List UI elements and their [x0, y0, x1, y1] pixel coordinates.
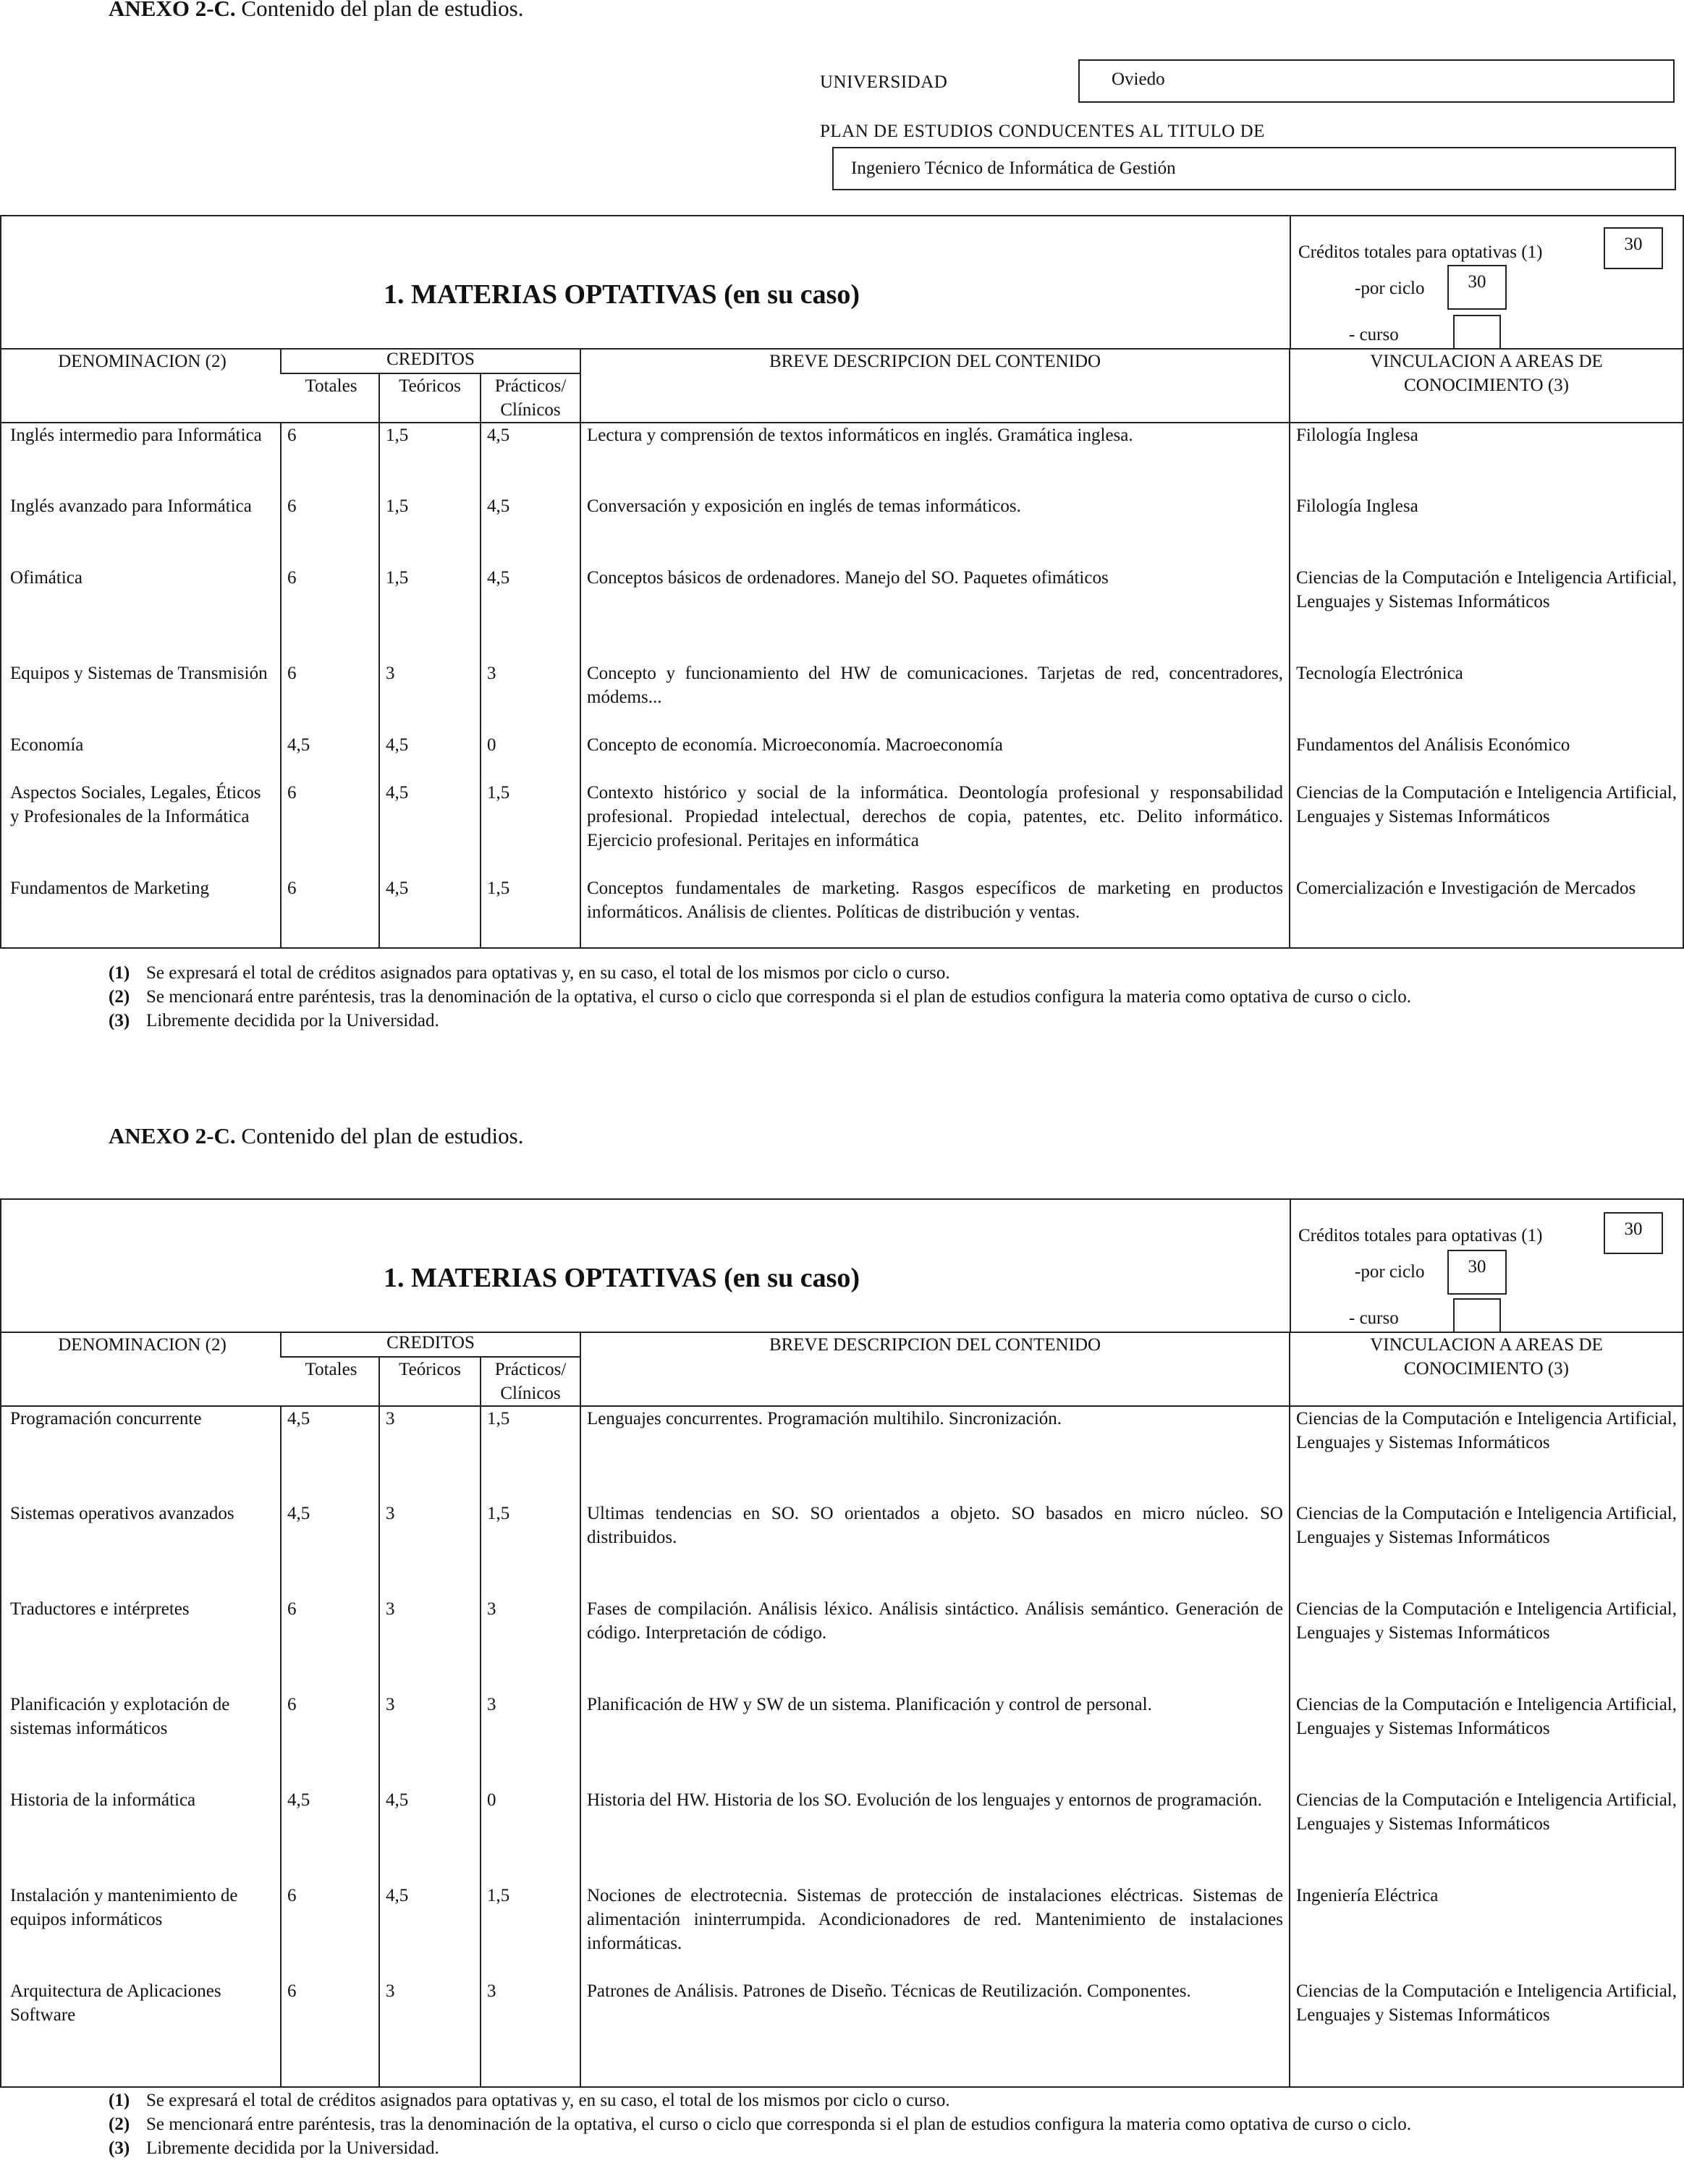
totales-cell: 6	[281, 781, 379, 876]
footnote-text: Libremente decidida por la Universidad.	[146, 1011, 439, 1030]
section-title: 1. MATERIAS OPTATIVAS (en su caso)	[384, 279, 860, 310]
course-label: - curso	[1349, 1308, 1399, 1328]
teoricos-cell: 1,5	[379, 423, 481, 494]
annex-heading	[109, 0, 523, 22]
total-credits-value: 30	[1604, 227, 1663, 269]
area-cell: Ingeniería Eléctrica	[1290, 1884, 1683, 1979]
area-cell: Tecnología Electrónica	[1290, 661, 1683, 733]
per-cycle-label: -por ciclo	[1355, 1262, 1425, 1282]
col-vinculacion-line2: CONOCIMIENTO (3)	[1404, 1359, 1569, 1379]
denominacion-cell: Inglés intermedio para Informática	[10, 426, 262, 445]
col-vinculacion-line2: CONOCIMIENTO (3)	[1404, 376, 1569, 395]
teoricos-cell: 4,5	[379, 1884, 481, 1979]
totales-cell: 6	[281, 494, 379, 566]
footnote-number: (2)	[109, 987, 130, 1007]
teoricos-cell: 3	[379, 1502, 481, 1597]
teoricos-cell: 1,5	[379, 566, 481, 661]
totales-cell: 4,5	[281, 733, 379, 781]
university-label: UNIVERSIDAD	[820, 72, 948, 92]
area-cell: Filología Inglesa	[1290, 423, 1683, 494]
course-value	[1453, 315, 1501, 348]
course-label: - curso	[1349, 325, 1399, 344]
descripcion-cell: Fases de compilación. Análisis léxico. Análisis sintáctico. Análisis semántico. Generación de código. Interpretación de código.	[580, 1597, 1290, 1693]
materias-table-2	[1, 1333, 1683, 2086]
descripcion-cell: Conversación y exposición en inglés de temas informáticos.	[580, 494, 1290, 566]
col-practicos	[481, 373, 580, 423]
total-credits-label: Créditos totales para optativas (1)	[1298, 1226, 1543, 1245]
totales-cell: 6	[281, 876, 379, 947]
practicos-cell: 0	[481, 733, 580, 781]
descripcion-cell: Concepto de economía. Microeconomía. Macroeconomía	[580, 733, 1290, 781]
denominacion-cell: Traductores e intérpretes	[10, 1599, 190, 1619]
totales-cell: 6	[281, 1884, 379, 1979]
col-descripcion: BREVE DESCRIPCION DEL CONTENIDO	[580, 350, 1290, 423]
teoricos-cell: 4,5	[379, 876, 481, 947]
area-cell: Ciencias de la Computación e Inteligencia Artificial, Lenguajes y Sistemas Informáticos	[1290, 1693, 1683, 1788]
totales-cell: 6	[281, 1979, 379, 2086]
col-denominacion: DENOMINACION (2)	[1, 1333, 281, 1406]
practicos-cell: 4,5	[481, 423, 580, 494]
area-cell: Comercialización e Investigación de Mercados	[1290, 876, 1683, 947]
totales-cell: 6	[281, 1597, 379, 1693]
col-practicos-line1: Prácticos/	[494, 376, 567, 396]
practicos-cell: 0	[481, 1788, 580, 1884]
col-denominacion: DENOMINACION (2)	[1, 350, 281, 423]
teoricos-cell: 3	[379, 661, 481, 733]
area-cell: Filología Inglesa	[1290, 494, 1683, 566]
area-cell: Ciencias de la Computación e Inteligencia Artificial, Lenguajes y Sistemas Informáticos	[1290, 1597, 1683, 1693]
area-cell: Ciencias de la Computación e Inteligencia Artificial, Lenguajes y Sistemas Informáticos	[1290, 1788, 1683, 1884]
teoricos-cell: 3	[379, 1693, 481, 1788]
annex-heading-2	[109, 1123, 523, 1149]
col-creditos: CREDITOS	[281, 350, 580, 373]
teoricos-cell: 3	[379, 1406, 481, 1502]
practicos-cell: 3	[481, 1693, 580, 1788]
table-row	[1, 566, 1683, 661]
per-cycle-value: 30	[1447, 1250, 1507, 1295]
footnote-number: (1)	[109, 963, 130, 983]
table-row	[1, 423, 1683, 494]
optativas-section-1	[0, 215, 1684, 949]
descripcion-cell: Planificación de HW y SW de un sistema. Planificación y control de personal.	[580, 1693, 1290, 1788]
total-credits-label: Créditos totales para optativas (1)	[1298, 242, 1543, 262]
annex-heading-text: Contenido del plan de estudios.	[241, 0, 524, 21]
col-teoricos: Teóricos	[379, 1357, 481, 1406]
descripcion-cell: Historia del HW. Historia de los SO. Evolución de los lenguajes y entornos de programación.	[580, 1788, 1290, 1884]
col-teoricos: Teóricos	[379, 373, 481, 423]
col-practicos-line1: Prácticos/	[494, 1360, 567, 1379]
area-cell: Ciencias de la Computación e Inteligencia Artificial, Lenguajes y Sistemas Informáticos	[1290, 1979, 1683, 2086]
descripcion-cell: Ultimas tendencias en SO. SO orientados a objeto. SO basados en micro núcleo. SO distribuidos.	[580, 1502, 1290, 1597]
total-credits-value: 30	[1604, 1212, 1663, 1254]
table-row	[1, 1884, 1683, 1979]
table-row	[1, 781, 1683, 876]
table-row	[1, 1979, 1683, 2086]
col-vinculacion-line1: VINCULACION A AREAS DE	[1370, 352, 1603, 371]
descripcion-cell: Lenguajes concurrentes. Programación multihilo. Sincronización.	[580, 1406, 1290, 1502]
teoricos-cell: 3	[379, 1597, 481, 1693]
practicos-cell: 4,5	[481, 494, 580, 566]
totales-cell: 6	[281, 566, 379, 661]
denominacion-cell: Equipos y Sistemas de Transmisión	[10, 664, 268, 683]
footnote-text: Se mencionará entre paréntesis, tras la denominación de la optativa, el curso o ciclo que corresponda si el plan de estudios configura la materia como optativa de curso o ciclo.	[146, 987, 1411, 1007]
denominacion-cell: Economía	[10, 735, 84, 755]
col-practicos-line2: Clínicos	[500, 1384, 561, 1403]
denominacion-cell: Planificación y explotación de sistemas informáticos	[10, 1695, 230, 1738]
footnote	[109, 2136, 1614, 2160]
descripcion-cell: Nociones de electrotecnia. Sistemas de protección de instalaciones eléctricas. Sistemas de alimentación ininterrumpida. Acondicionadores de red. Mantenimiento de instalaciones informáticas.	[580, 1884, 1290, 1979]
footnote-text: Se mencionará entre paréntesis, tras la denominación de la optativa, el curso o ciclo que corresponda si el plan de estudios configura la materia como optativa de curso o ciclo.	[146, 2115, 1411, 2134]
table-row	[1, 1406, 1683, 1502]
denominacion-cell: Instalación y mantenimiento de equipos informáticos	[10, 1886, 238, 1929]
footnote	[109, 2088, 1614, 2112]
teoricos-cell: 4,5	[379, 781, 481, 876]
practicos-cell: 3	[481, 1597, 580, 1693]
area-cell: Ciencias de la Computación e Inteligencia Artificial, Lenguajes y Sistemas Informáticos	[1290, 1502, 1683, 1597]
col-descripcion: BREVE DESCRIPCION DEL CONTENIDO	[580, 1333, 1290, 1406]
university-value: Oviedo	[1078, 59, 1675, 103]
annex-heading-bold: ANEXO 2-C.	[109, 0, 236, 21]
col-vinculacion-line1: VINCULACION A AREAS DE	[1370, 1335, 1603, 1355]
footnote-text: Se expresará el total de créditos asignados para optativas y, en su caso, el total de los mismos por ciclo o curso.	[146, 2091, 950, 2110]
descripcion-cell: Patrones de Análisis. Patrones de Diseño. Técnicas de Reutilización. Componentes.	[580, 1979, 1290, 2086]
totales-cell: 4,5	[281, 1406, 379, 1502]
credits-summary	[1290, 216, 1684, 348]
per-cycle-value: 30	[1447, 265, 1507, 310]
table-row	[1, 494, 1683, 566]
totales-cell: 6	[281, 661, 379, 733]
table-row	[1, 1693, 1683, 1788]
footnote-text: Libremente decidida por la Universidad.	[146, 2138, 439, 2158]
denominacion-cell: Arquitectura de Aplicaciones Software	[10, 1981, 221, 2025]
annex-heading-bold: ANEXO 2-C.	[109, 1123, 236, 1148]
denominacion-cell: Sistemas operativos avanzados	[10, 1504, 234, 1523]
denominacion-cell: Ofimática	[10, 568, 82, 588]
footnote-number: (3)	[109, 2138, 130, 2158]
footnote-number: (3)	[109, 1011, 130, 1030]
area-cell: Ciencias de la Computación e Inteligencia Artificial, Lenguajes y Sistemas Informáticos	[1290, 781, 1683, 876]
section-title: 1. MATERIAS OPTATIVAS (en su caso)	[384, 1263, 860, 1293]
footnote	[109, 985, 1614, 1009]
course-value	[1453, 1298, 1501, 1332]
descripcion-cell: Contexto histórico y social de la informática. Deontología profesional y responsabilidad profesional. Propiedad intelectual, derechos de copia, patentes, etc. Delito informático. Ejercicio profesional. Peritajes en informática	[580, 781, 1290, 876]
totales-cell: 4,5	[281, 1502, 379, 1597]
denominacion-cell: Fundamentos de Marketing	[10, 879, 209, 898]
col-totales: Totales	[281, 373, 379, 423]
optativas-section-2	[0, 1198, 1684, 2088]
table-row	[1, 1788, 1683, 1884]
area-cell: Ciencias de la Computación e Inteligencia Artificial, Lenguajes y Sistemas Informáticos	[1290, 1406, 1683, 1502]
col-practicos-line2: Clínicos	[500, 400, 561, 420]
descripcion-cell: Concepto y funcionamiento del HW de comunicaciones. Tarjetas de red, concentradores, módems...	[580, 661, 1290, 733]
col-practicos	[481, 1357, 580, 1406]
footnote-number: (2)	[109, 2115, 130, 2134]
practicos-cell: 4,5	[481, 566, 580, 661]
practicos-cell: 1,5	[481, 876, 580, 947]
area-cell: Ciencias de la Computación e Inteligencia Artificial, Lenguajes y Sistemas Informáticos	[1290, 566, 1683, 661]
footnote-number: (1)	[109, 2091, 130, 2110]
practicos-cell: 3	[481, 661, 580, 733]
footnotes-1	[109, 961, 1614, 1033]
plan-value: Ingeniero Técnico de Informática de Gestión	[832, 147, 1676, 190]
footnote	[109, 961, 1614, 985]
footnote-text: Se expresará el total de créditos asignados para optativas y, en su caso, el total de los mismos por ciclo o curso.	[146, 963, 950, 983]
col-vinculacion	[1290, 1333, 1683, 1406]
practicos-cell: 1,5	[481, 1406, 580, 1502]
practicos-cell: 1,5	[481, 1502, 580, 1597]
table-row	[1, 1597, 1683, 1693]
denominacion-cell: Aspectos Sociales, Legales, Éticos y Profesionales de la Informática	[10, 783, 261, 826]
plan-label: PLAN DE ESTUDIOS CONDUCENTES AL TITULO DE	[820, 122, 1265, 141]
table-row	[1, 1502, 1683, 1597]
totales-cell: 4,5	[281, 1788, 379, 1884]
denominacion-cell: Historia de la informática	[10, 1790, 196, 1810]
descripcion-cell: Lectura y comprensión de textos informáticos en inglés. Gramática inglesa.	[580, 423, 1290, 494]
teoricos-cell: 1,5	[379, 494, 481, 566]
col-creditos: CREDITOS	[281, 1333, 580, 1357]
teoricos-cell: 4,5	[379, 733, 481, 781]
practicos-cell: 3	[481, 1979, 580, 2086]
totales-cell: 6	[281, 423, 379, 494]
footnote	[109, 2112, 1614, 2136]
section-header	[1, 216, 1683, 350]
footnotes-2	[109, 2088, 1614, 2160]
annex-heading-text: Contenido del plan de estudios.	[241, 1123, 524, 1148]
totales-cell: 6	[281, 1693, 379, 1788]
table-row	[1, 876, 1683, 947]
credits-summary	[1290, 1200, 1684, 1332]
teoricos-cell: 3	[379, 1979, 481, 2086]
table-row	[1, 733, 1683, 781]
area-cell: Fundamentos del Análisis Económico	[1290, 733, 1683, 781]
practicos-cell: 1,5	[481, 781, 580, 876]
section-header	[1, 1200, 1683, 1333]
denominacion-cell: Programación concurrente	[10, 1409, 202, 1429]
practicos-cell: 1,5	[481, 1884, 580, 1979]
footnote	[109, 1009, 1614, 1033]
denominacion-cell: Inglés avanzado para Informática	[10, 496, 252, 516]
col-vinculacion	[1290, 350, 1683, 423]
materias-table-1	[1, 350, 1683, 947]
col-totales: Totales	[281, 1357, 379, 1406]
table-row	[1, 661, 1683, 733]
descripcion-cell: Conceptos básicos de ordenadores. Manejo del SO. Paquetes ofimáticos	[580, 566, 1290, 661]
descripcion-cell: Conceptos fundamentales de marketing. Rasgos específicos de marketing en productos informáticos. Análisis de clientes. Políticas de distribución y ventas.	[580, 876, 1290, 947]
teoricos-cell: 4,5	[379, 1788, 481, 1884]
per-cycle-label: -por ciclo	[1355, 279, 1425, 298]
